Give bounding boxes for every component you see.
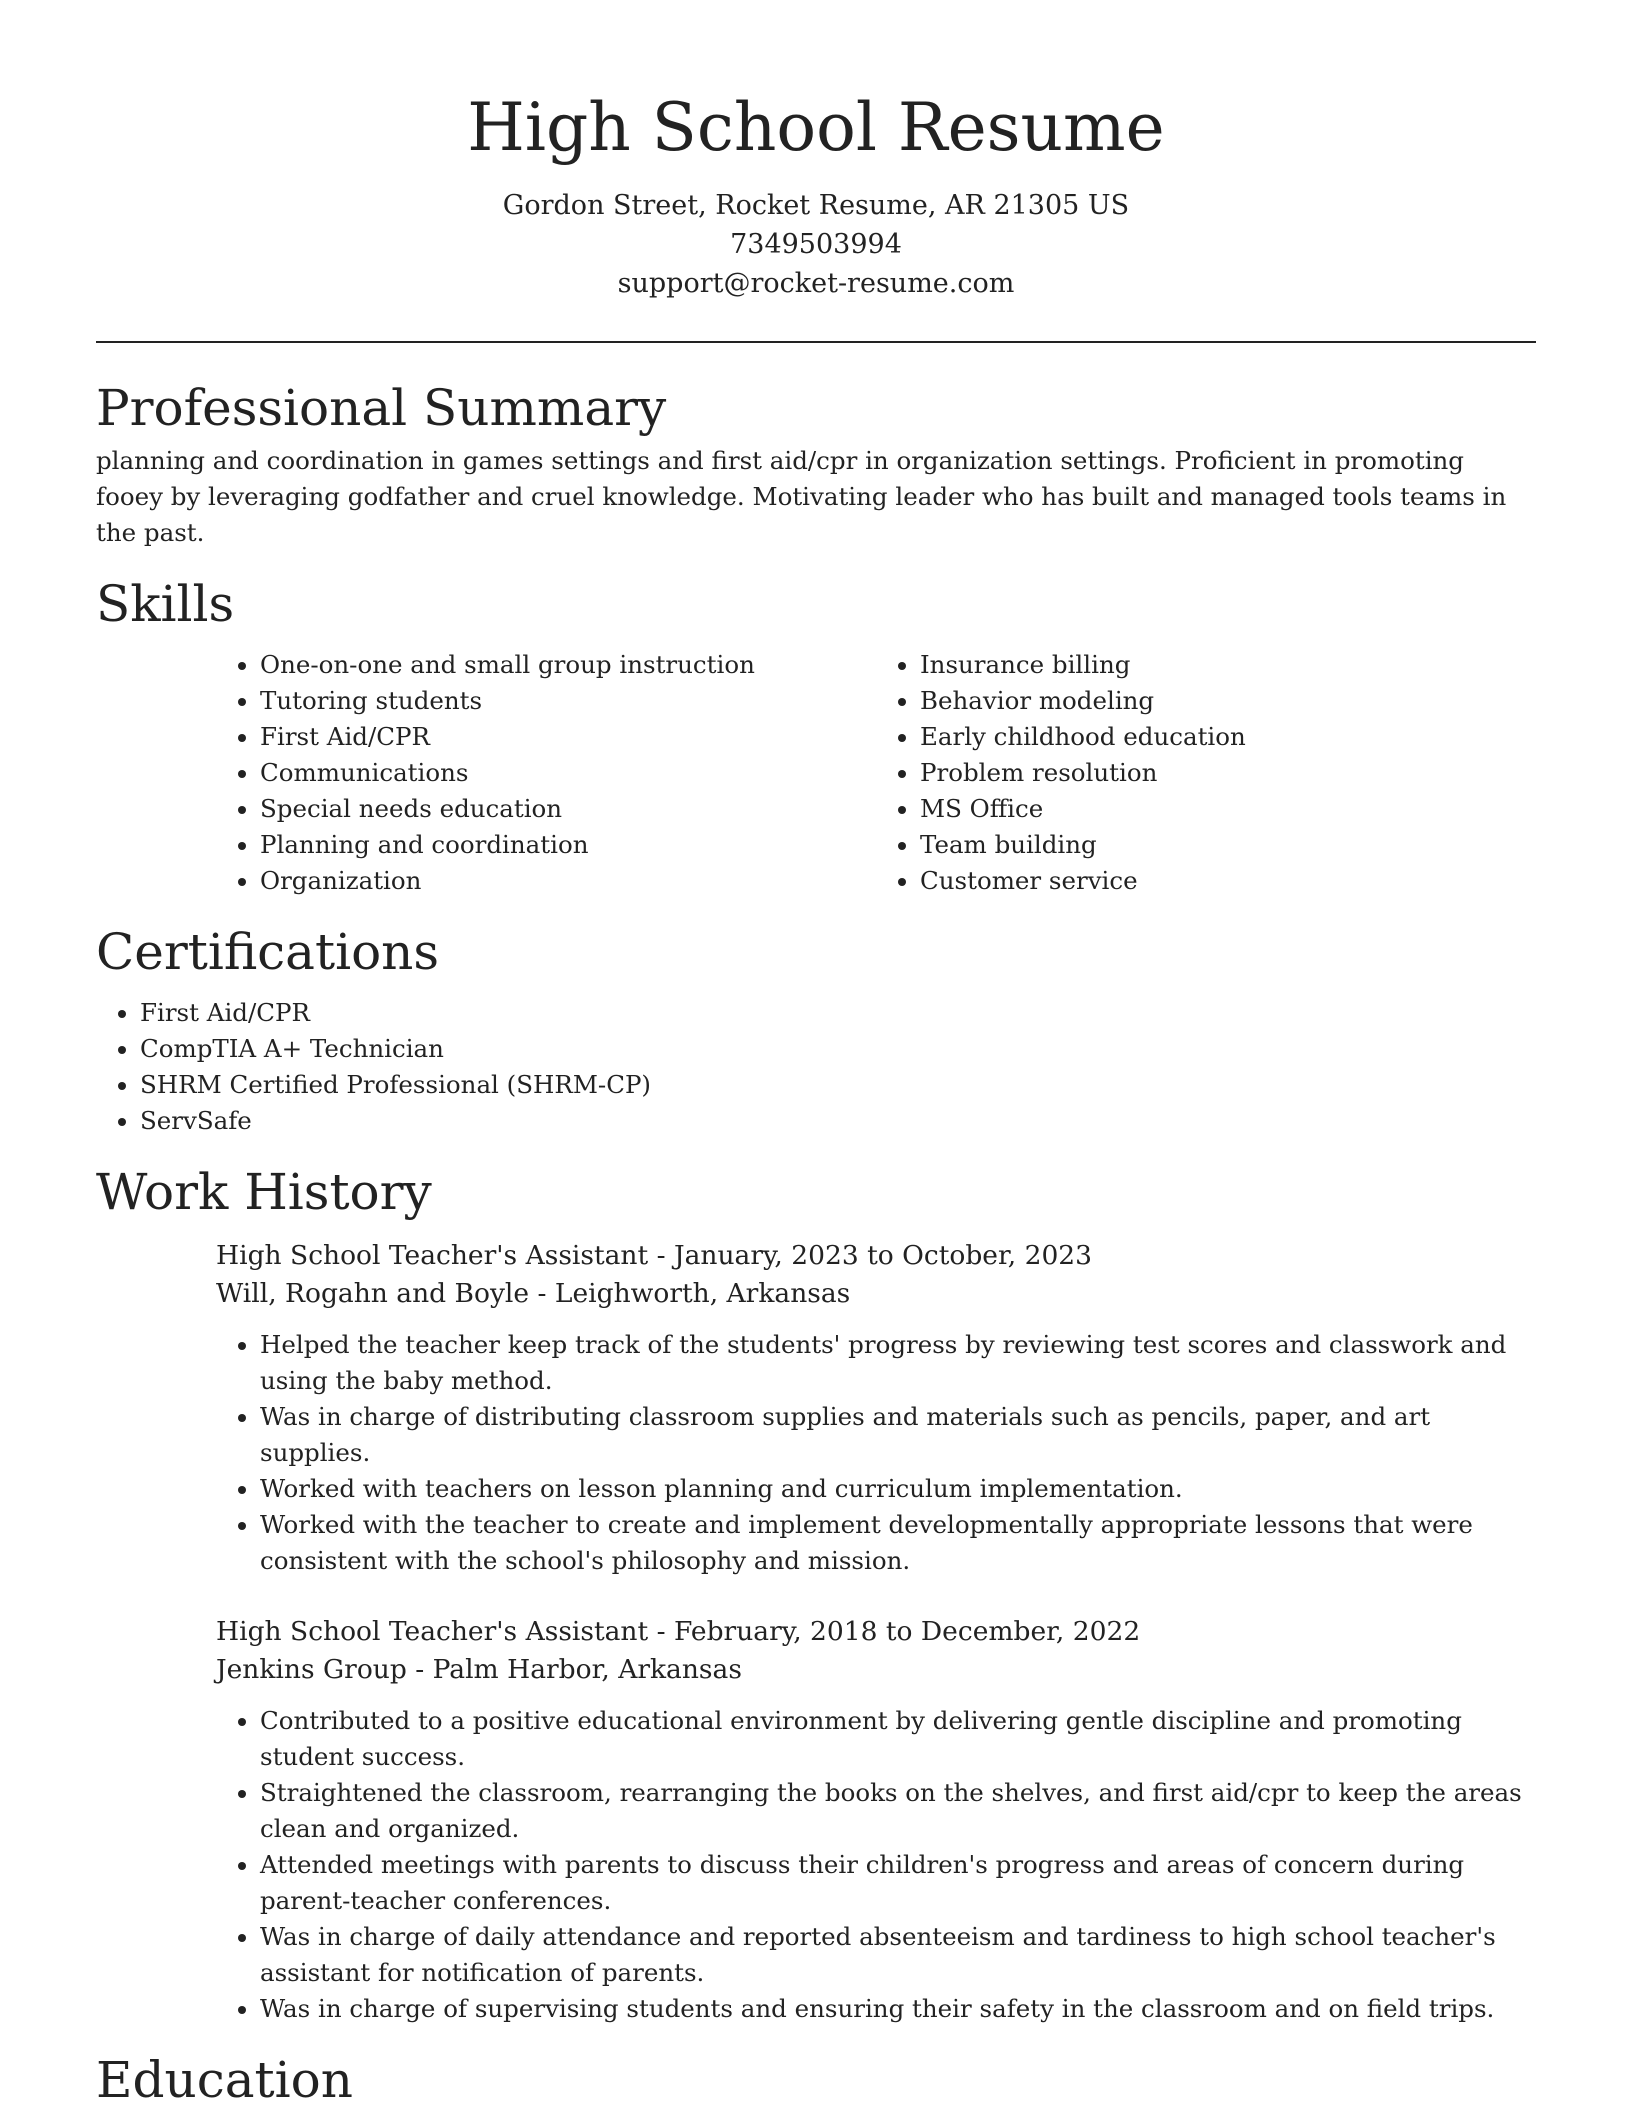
resume-name: High School Resume xyxy=(467,89,1165,166)
certifications-heading: Certifications xyxy=(96,923,440,981)
job-location: - Palm Harbor, Arkansas xyxy=(406,1654,742,1685)
education-section xyxy=(96,2049,1536,2111)
job-entry xyxy=(216,1237,1536,1579)
summary-heading: Professional Summary xyxy=(96,379,667,437)
contact-address: Gordon Street, Rocket Resume, AR 21305 US xyxy=(502,190,1130,221)
job-duties-list xyxy=(216,1703,1536,2027)
job-duty: • Straightened the classroom, rearranging the books on the shelves, and first aid/cpr to keep the areas clean and organized. xyxy=(260,1775,1536,1847)
contact-phone: 7349503994 xyxy=(730,229,902,260)
skill-item: • MS Office xyxy=(920,791,1536,827)
job-duty: • Worked with the teacher to create and implement developmentally appropriate lessons that were consistent with the school's philosophy and mission. xyxy=(260,1507,1536,1579)
certifications-section xyxy=(96,921,1536,1139)
contact-block xyxy=(96,186,1536,303)
job-location: - Leighworth, Arkansas xyxy=(529,1278,851,1309)
job-dates: - February, 2018 to December, 2022 xyxy=(648,1616,1141,1647)
skill-item: • First Aid/CPR xyxy=(260,719,876,755)
skills-section xyxy=(96,573,1536,899)
skill-item: • Early childhood education xyxy=(920,719,1536,755)
certification-item: • First Aid/CPR xyxy=(140,995,1536,1031)
job-duties-list xyxy=(216,1327,1536,1579)
job-company-line xyxy=(216,1275,1536,1313)
job-role: High School Teacher's Assistant xyxy=(216,1240,649,1271)
skill-item: • One-on-one and small group instruction xyxy=(260,647,876,683)
job-duty: • Was in charge of distributing classroom supplies and materials such as pencils, paper, and art supplies. xyxy=(260,1399,1536,1471)
job-role: High School Teacher's Assistant xyxy=(216,1616,649,1647)
skill-item: • Problem resolution xyxy=(920,755,1536,791)
contact-email: support@rocket-resume.com xyxy=(617,268,1015,299)
skill-item: • Communications xyxy=(260,755,876,791)
certifications-list xyxy=(96,995,1536,1139)
work-history-heading: Work History xyxy=(96,1163,432,1221)
skills-heading: Skills xyxy=(96,575,235,633)
skill-item: • Team building xyxy=(920,827,1536,863)
skill-item: • Special needs education xyxy=(260,791,876,827)
job-title-line xyxy=(216,1613,1536,1651)
job-duty: • Attended meetings with parents to discuss their children's progress and areas of concern during parent-teacher conferences. xyxy=(260,1847,1536,1919)
summary-text: planning and coordination in games settings and first aid/cpr in organization settings. Proficient in promoting fooey by leveraging godfather and cruel knowledge. Motivating leader who has built and managed tools teams in the past. xyxy=(96,446,1507,547)
summary-section xyxy=(96,377,1536,551)
job-duty: • Was in charge of daily attendance and reported absenteeism and tardiness to high school teacher's assistant for notification of parents. xyxy=(260,1919,1536,1991)
skill-item: • Organization xyxy=(260,863,876,899)
job-duty: • Contributed to a positive educational environment by delivering gentle discipline and promoting student success. xyxy=(260,1703,1536,1775)
certification-item: • ServSafe xyxy=(140,1103,1536,1139)
job-company: Jenkins Group xyxy=(216,1654,407,1685)
header-divider xyxy=(96,341,1536,343)
job-duty: • Worked with teachers on lesson planning and curriculum implementation. xyxy=(260,1471,1536,1507)
resume-page xyxy=(96,0,1536,2111)
job-entry xyxy=(216,1613,1536,2027)
skill-item: • Planning and coordination xyxy=(260,827,876,863)
certification-item: • SHRM Certified Professional (SHRM-CP) xyxy=(140,1067,1536,1103)
skills-list-right xyxy=(876,647,1536,899)
job-dates: - January, 2023 to October, 2023 xyxy=(648,1240,1093,1271)
work-history-section xyxy=(96,1161,1536,2027)
skill-item: • Behavior modeling xyxy=(920,683,1536,719)
job-company: Will, Rogahn and Boyle xyxy=(216,1278,530,1309)
skills-columns xyxy=(216,647,1536,899)
skills-list-left xyxy=(216,647,876,899)
job-duty: • Helped the teacher keep track of the students' progress by reviewing test scores and classwork and using the baby method. xyxy=(260,1327,1536,1399)
job-title-line xyxy=(216,1237,1536,1275)
skill-item: • Customer service xyxy=(920,863,1536,899)
skill-item: • Insurance billing xyxy=(920,647,1536,683)
job-duty: • Was in charge of supervising students and ensuring their safety in the classroom and on field trips. xyxy=(260,1991,1536,2027)
resume-header xyxy=(96,0,1536,303)
certification-item: • CompTIA A+ Technician xyxy=(140,1031,1536,1067)
skill-item: • Tutoring students xyxy=(260,683,876,719)
education-heading: Education xyxy=(96,2051,353,2109)
job-company-line xyxy=(216,1651,1536,1689)
